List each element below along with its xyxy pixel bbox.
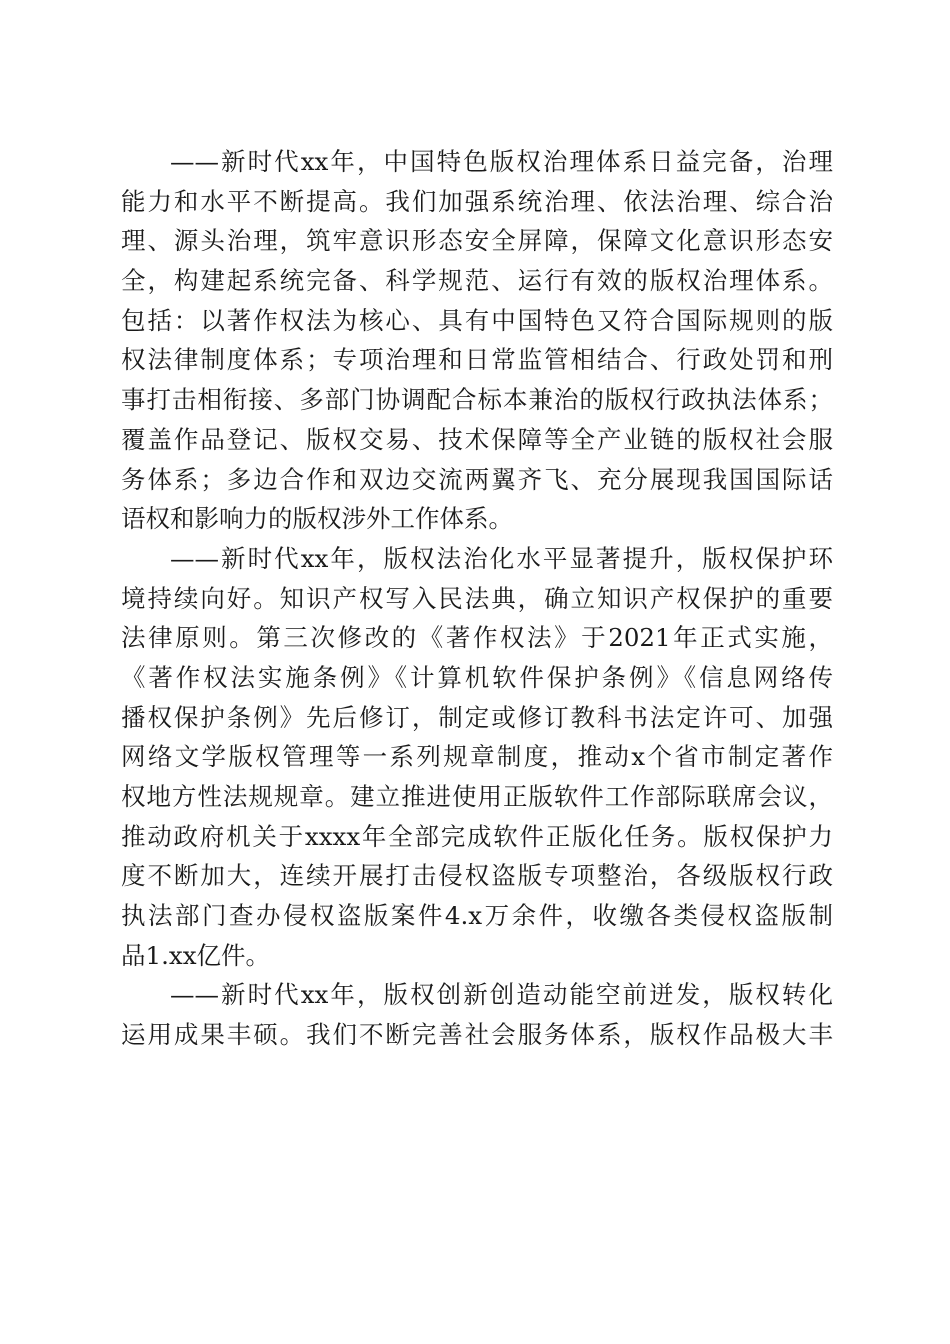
- text-line: 播权保护条例》先后修订，制定或修订教科书法定许可、加强: [121, 702, 833, 732]
- text-line: 权法律制度体系；专项治理和日常监管相结合、行政处罚和刑: [121, 345, 833, 375]
- text-line: 运用成果丰硕。我们不断完善社会服务体系，版权作品极大丰: [121, 1020, 833, 1050]
- text-line: 《著作权法实施条例》《计算机软件保护条例》《信息网络传: [121, 662, 833, 692]
- text-line: 法律原则。第三次修改的《著作权法》于2021年正式实施，: [121, 623, 833, 653]
- text-line: 品1.xx亿件。: [121, 940, 271, 970]
- text-line: 覆盖作品登记、版权交易、技术保障等全产业链的版权社会服: [121, 424, 833, 454]
- text-line: 事打击相衔接、多部门协调配合标本兼治的版权行政执法体系；: [121, 385, 833, 415]
- paragraph-innovation: [121, 975, 833, 1054]
- text-line: 推动政府机关于xxxx年全部完成软件正版化任务。版权保护力: [121, 821, 833, 851]
- document-body: [121, 142, 833, 1055]
- text-line: 权地方性法规规章。建立推进使用正版软件工作部际联席会议，: [121, 782, 833, 811]
- text-line: 全，构建起系统完备、科学规范、运行有效的版权治理体系。: [121, 266, 833, 296]
- text-line: 语权和影响力的版权涉外工作体系。: [121, 504, 513, 534]
- text-line: ——新时代xx年，版权法治化水平显著提升，版权保护环: [170, 543, 833, 573]
- text-line: 理、源头治理，筑牢意识形态安全屏障，保障文化意识形态安: [121, 226, 833, 256]
- text-line: 执法部门查办侵权盗版案件4.x万余件，收缴各类侵权盗版制: [121, 901, 833, 931]
- text-line: 包括：以著作权法为核心、具有中国特色又符合国际规则的版: [121, 305, 833, 335]
- paragraph-governance-system: [121, 142, 833, 539]
- text-line: 网络文学版权管理等一系列规章制度，推动x个省市制定著作: [121, 742, 833, 772]
- text-line: 境持续向好。知识产权写入民法典，确立知识产权保护的重要: [121, 583, 833, 613]
- paragraph-rule-of-law: [121, 539, 833, 976]
- text-line: ——新时代xx年，中国特色版权治理体系日益完备，治理: [170, 147, 833, 176]
- text-line: 度不断加大，连续开展打击侵权盗版专项整治，各级版权行政: [121, 861, 833, 891]
- text-line: ——新时代xx年，版权创新创造动能空前迸发，版权转化: [170, 980, 833, 1010]
- text-line: 能力和水平不断提高。我们加强系统治理、依法治理、综合治: [121, 186, 833, 216]
- text-line: 务体系；多边合作和双边交流两翼齐飞、充分展现我国国际话: [121, 464, 833, 494]
